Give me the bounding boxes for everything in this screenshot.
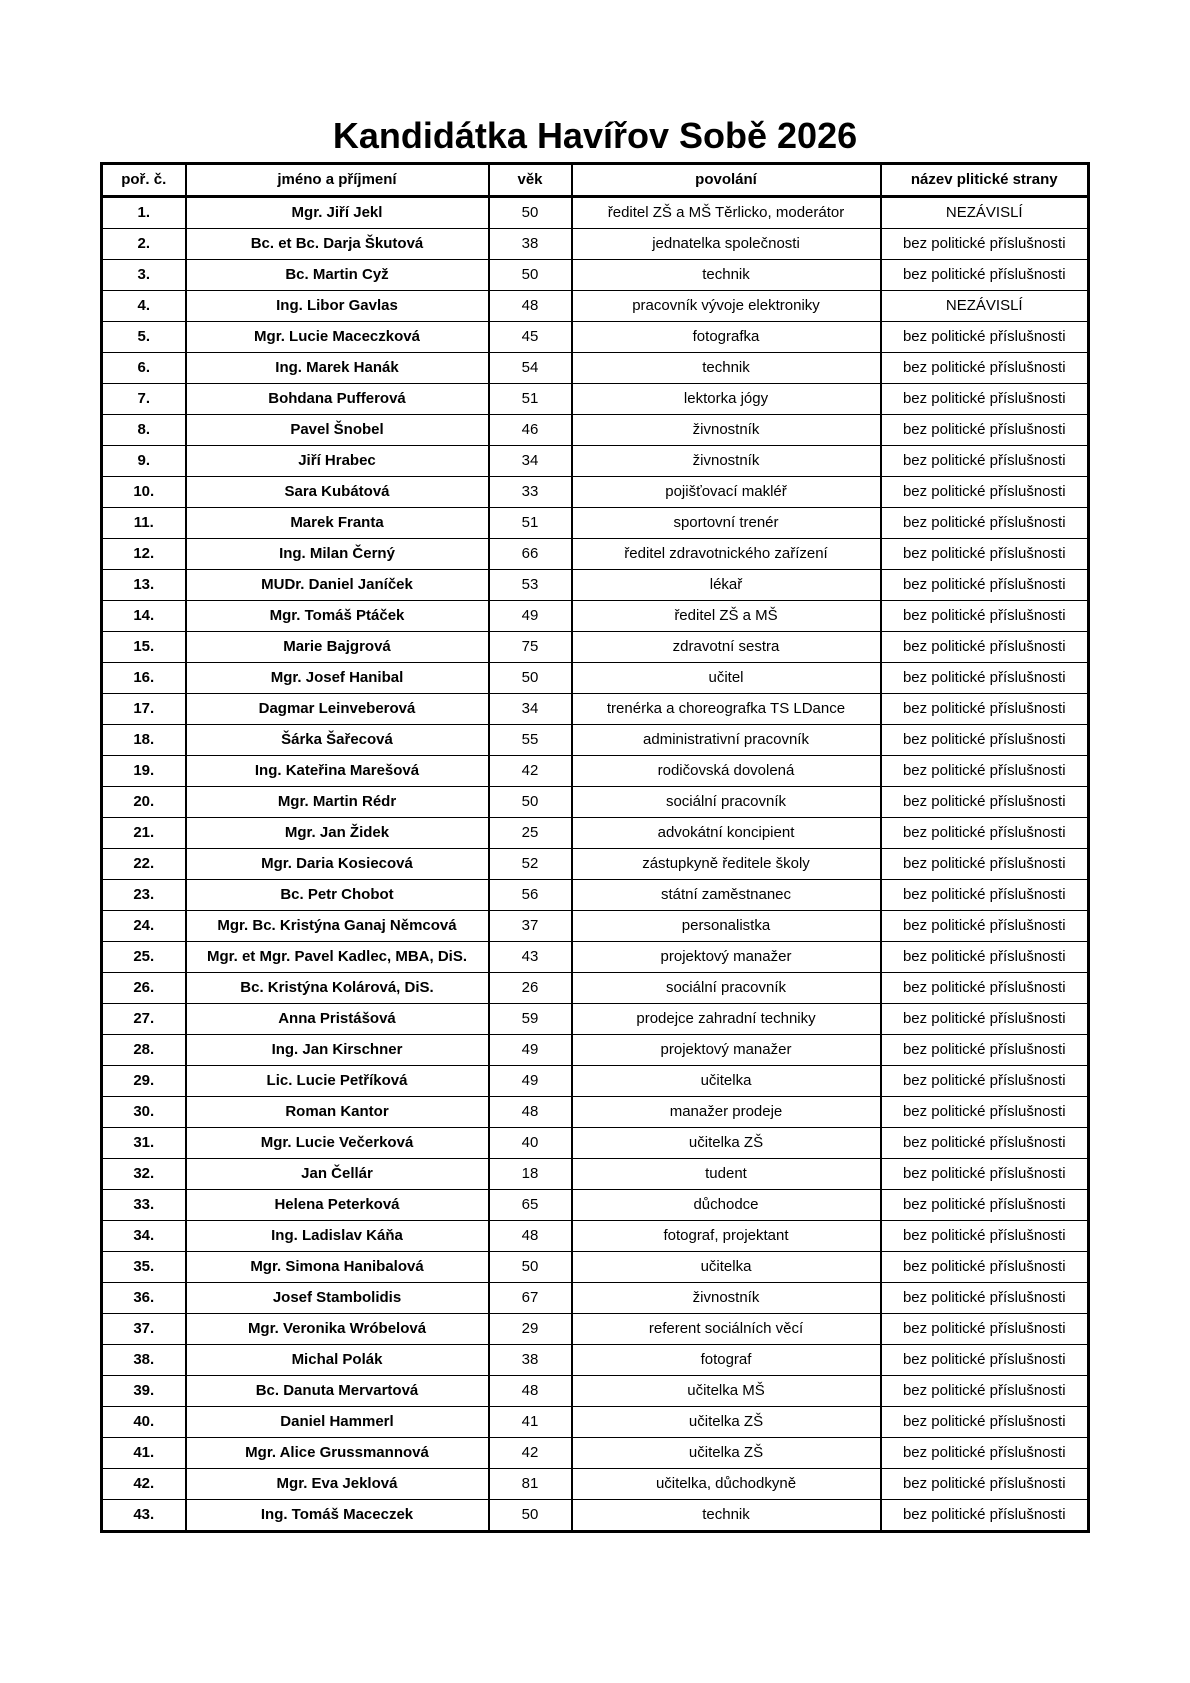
cell-name: Mgr. Simona Hanibalová bbox=[186, 1252, 489, 1283]
cell-name: Mgr. Daria Kosiecová bbox=[186, 849, 489, 880]
cell-occupation: učitelka ZŠ bbox=[572, 1438, 881, 1469]
cell-order: 6. bbox=[102, 353, 186, 384]
cell-name: Pavel Šnobel bbox=[186, 415, 489, 446]
cell-order: 16. bbox=[102, 663, 186, 694]
cell-name: Lic. Lucie Petříková bbox=[186, 1066, 489, 1097]
candidate-table bbox=[100, 162, 1090, 1533]
cell-age: 18 bbox=[489, 1159, 572, 1190]
cell-party: bez politické příslušnosti bbox=[881, 508, 1089, 539]
cell-age: 67 bbox=[489, 1283, 572, 1314]
cell-occupation: fotograf bbox=[572, 1345, 881, 1376]
cell-age: 46 bbox=[489, 415, 572, 446]
cell-occupation: zástupkyně ředitele školy bbox=[572, 849, 881, 880]
cell-age: 41 bbox=[489, 1407, 572, 1438]
cell-age: 45 bbox=[489, 322, 572, 353]
cell-age: 48 bbox=[489, 1097, 572, 1128]
cell-age: 49 bbox=[489, 1035, 572, 1066]
table-row bbox=[102, 508, 1089, 539]
cell-age: 54 bbox=[489, 353, 572, 384]
cell-name: Sara Kubátová bbox=[186, 477, 489, 508]
table-row bbox=[102, 353, 1089, 384]
cell-order: 5. bbox=[102, 322, 186, 353]
cell-name: Bc. Martin Cyž bbox=[186, 260, 489, 291]
cell-occupation: projektový manažer bbox=[572, 942, 881, 973]
cell-party: bez politické příslušnosti bbox=[881, 415, 1089, 446]
cell-order: 38. bbox=[102, 1345, 186, 1376]
cell-party: bez politické příslušnosti bbox=[881, 1252, 1089, 1283]
cell-name: Bc. et Bc. Darja Škutová bbox=[186, 229, 489, 260]
table-row bbox=[102, 1407, 1089, 1438]
cell-age: 50 bbox=[489, 787, 572, 818]
cell-age: 37 bbox=[489, 911, 572, 942]
cell-name: Mgr. et Mgr. Pavel Kadlec, MBA, DiS. bbox=[186, 942, 489, 973]
cell-occupation: rodičovská dovolená bbox=[572, 756, 881, 787]
cell-order: 23. bbox=[102, 880, 186, 911]
cell-party: bez politické příslušnosti bbox=[881, 1190, 1089, 1221]
cell-order: 43. bbox=[102, 1500, 186, 1532]
cell-age: 29 bbox=[489, 1314, 572, 1345]
table-row bbox=[102, 1221, 1089, 1252]
table-row bbox=[102, 942, 1089, 973]
table-row bbox=[102, 756, 1089, 787]
table-row bbox=[102, 1159, 1089, 1190]
cell-name: Josef Stambolidis bbox=[186, 1283, 489, 1314]
cell-occupation: ředitel zdravotnického zařízení bbox=[572, 539, 881, 570]
table-row bbox=[102, 1314, 1089, 1345]
cell-name: Bc. Petr Chobot bbox=[186, 880, 489, 911]
cell-order: 22. bbox=[102, 849, 186, 880]
cell-party: NEZÁVISLÍ bbox=[881, 291, 1089, 322]
cell-name: Mgr. Josef Hanibal bbox=[186, 663, 489, 694]
cell-order: 25. bbox=[102, 942, 186, 973]
cell-name: Ing. Jan Kirschner bbox=[186, 1035, 489, 1066]
cell-age: 75 bbox=[489, 632, 572, 663]
cell-name: Ing. Kateřina Marešová bbox=[186, 756, 489, 787]
cell-occupation: fotograf, projektant bbox=[572, 1221, 881, 1252]
cell-occupation: ředitel ZŠ a MŠ Těrlicko, moderátor bbox=[572, 197, 881, 229]
cell-order: 14. bbox=[102, 601, 186, 632]
cell-age: 81 bbox=[489, 1469, 572, 1500]
cell-order: 2. bbox=[102, 229, 186, 260]
table-row bbox=[102, 1469, 1089, 1500]
cell-order: 26. bbox=[102, 973, 186, 1004]
cell-age: 50 bbox=[489, 1500, 572, 1532]
cell-age: 42 bbox=[489, 1438, 572, 1469]
table-row bbox=[102, 849, 1089, 880]
cell-age: 51 bbox=[489, 384, 572, 415]
header-age: věk bbox=[489, 164, 572, 197]
cell-occupation: lékař bbox=[572, 570, 881, 601]
table-row bbox=[102, 1438, 1089, 1469]
cell-name: MUDr. Daniel Janíček bbox=[186, 570, 489, 601]
cell-name: Mgr. Lucie Večerková bbox=[186, 1128, 489, 1159]
cell-name: Bc. Kristýna Kolárová, DiS. bbox=[186, 973, 489, 1004]
cell-occupation: zdravotní sestra bbox=[572, 632, 881, 663]
cell-party: bez politické příslušnosti bbox=[881, 694, 1089, 725]
cell-party: bez politické příslušnosti bbox=[881, 849, 1089, 880]
cell-order: 30. bbox=[102, 1097, 186, 1128]
cell-name: Anna Pristášová bbox=[186, 1004, 489, 1035]
cell-order: 28. bbox=[102, 1035, 186, 1066]
cell-order: 13. bbox=[102, 570, 186, 601]
cell-occupation: státní zaměstnanec bbox=[572, 880, 881, 911]
cell-age: 25 bbox=[489, 818, 572, 849]
table-row bbox=[102, 229, 1089, 260]
cell-name: Mgr. Veronika Wróbelová bbox=[186, 1314, 489, 1345]
cell-order: 39. bbox=[102, 1376, 186, 1407]
cell-name: Jiří Hrabec bbox=[186, 446, 489, 477]
table-row bbox=[102, 539, 1089, 570]
table-row bbox=[102, 570, 1089, 601]
cell-name: Ing. Tomáš Maceczek bbox=[186, 1500, 489, 1532]
cell-order: 41. bbox=[102, 1438, 186, 1469]
cell-name: Mgr. Lucie Maceczková bbox=[186, 322, 489, 353]
cell-party: bez politické příslušnosti bbox=[881, 942, 1089, 973]
cell-occupation: tudent bbox=[572, 1159, 881, 1190]
cell-order: 3. bbox=[102, 260, 186, 291]
table-row bbox=[102, 291, 1089, 322]
cell-party: bez politické příslušnosti bbox=[881, 1345, 1089, 1376]
cell-age: 42 bbox=[489, 756, 572, 787]
cell-party: bez politické příslušnosti bbox=[881, 446, 1089, 477]
cell-party: bez politické příslušnosti bbox=[881, 973, 1089, 1004]
table-row bbox=[102, 1190, 1089, 1221]
cell-order: 24. bbox=[102, 911, 186, 942]
cell-occupation: advokátní koncipient bbox=[572, 818, 881, 849]
cell-age: 33 bbox=[489, 477, 572, 508]
document-title: Kandidátka Havířov Sobě 2026 bbox=[332, 115, 858, 156]
cell-name: Bohdana Pufferová bbox=[186, 384, 489, 415]
cell-age: 50 bbox=[489, 1252, 572, 1283]
table-row bbox=[102, 1004, 1089, 1035]
cell-occupation: sociální pracovník bbox=[572, 973, 881, 1004]
cell-order: 4. bbox=[102, 291, 186, 322]
cell-name: Marek Franta bbox=[186, 508, 489, 539]
cell-occupation: živnostník bbox=[572, 415, 881, 446]
cell-order: 17. bbox=[102, 694, 186, 725]
cell-name: Marie Bajgrová bbox=[186, 632, 489, 663]
table-row bbox=[102, 973, 1089, 1004]
cell-name: Mgr. Jiří Jekl bbox=[186, 197, 489, 229]
header-row bbox=[102, 164, 1089, 197]
cell-age: 38 bbox=[489, 229, 572, 260]
cell-party: bez politické příslušnosti bbox=[881, 1469, 1089, 1500]
cell-order: 7. bbox=[102, 384, 186, 415]
cell-occupation: referent sociálních věcí bbox=[572, 1314, 881, 1345]
table-row bbox=[102, 1066, 1089, 1097]
cell-party: bez politické příslušnosti bbox=[881, 1128, 1089, 1159]
cell-party: bez politické příslušnosti bbox=[881, 322, 1089, 353]
cell-age: 56 bbox=[489, 880, 572, 911]
cell-name: Ing. Marek Hanák bbox=[186, 353, 489, 384]
cell-name: Jan Čellár bbox=[186, 1159, 489, 1190]
header-occupation: povolání bbox=[572, 164, 881, 197]
cell-occupation: technik bbox=[572, 353, 881, 384]
cell-order: 36. bbox=[102, 1283, 186, 1314]
header-order: poř. č. bbox=[102, 164, 186, 197]
cell-age: 48 bbox=[489, 291, 572, 322]
table-row bbox=[102, 1500, 1089, 1532]
cell-party: bez politické příslušnosti bbox=[881, 384, 1089, 415]
cell-order: 1. bbox=[102, 197, 186, 229]
cell-occupation: důchodce bbox=[572, 1190, 881, 1221]
cell-occupation: učitelka bbox=[572, 1252, 881, 1283]
cell-party: bez politické příslušnosti bbox=[881, 1066, 1089, 1097]
table-header bbox=[102, 164, 1089, 197]
cell-order: 27. bbox=[102, 1004, 186, 1035]
cell-party: bez politické příslušnosti bbox=[881, 260, 1089, 291]
table-row bbox=[102, 880, 1089, 911]
cell-order: 31. bbox=[102, 1128, 186, 1159]
cell-name: Helena Peterková bbox=[186, 1190, 489, 1221]
cell-order: 34. bbox=[102, 1221, 186, 1252]
cell-age: 43 bbox=[489, 942, 572, 973]
cell-occupation: jednatelka společnosti bbox=[572, 229, 881, 260]
table-row bbox=[102, 322, 1089, 353]
cell-name: Mgr. Alice Grussmannová bbox=[186, 1438, 489, 1469]
cell-order: 8. bbox=[102, 415, 186, 446]
cell-age: 48 bbox=[489, 1376, 572, 1407]
cell-occupation: pracovník vývoje elektroniky bbox=[572, 291, 881, 322]
cell-party: bez politické příslušnosti bbox=[881, 1407, 1089, 1438]
cell-name: Mgr. Jan Židek bbox=[186, 818, 489, 849]
cell-party: bez politické příslušnosti bbox=[881, 1438, 1089, 1469]
cell-age: 52 bbox=[489, 849, 572, 880]
cell-age: 50 bbox=[489, 197, 572, 229]
cell-age: 51 bbox=[489, 508, 572, 539]
cell-party: bez politické příslušnosti bbox=[881, 1004, 1089, 1035]
cell-name: Ing. Libor Gavlas bbox=[186, 291, 489, 322]
cell-age: 53 bbox=[489, 570, 572, 601]
cell-occupation: sociální pracovník bbox=[572, 787, 881, 818]
cell-age: 34 bbox=[489, 694, 572, 725]
table-row bbox=[102, 911, 1089, 942]
table-row bbox=[102, 632, 1089, 663]
table-row bbox=[102, 818, 1089, 849]
header-name: jméno a příjmení bbox=[186, 164, 489, 197]
cell-occupation: personalistka bbox=[572, 911, 881, 942]
cell-name: Mgr. Tomáš Ptáček bbox=[186, 601, 489, 632]
table-row bbox=[102, 787, 1089, 818]
table-row bbox=[102, 663, 1089, 694]
cell-age: 49 bbox=[489, 601, 572, 632]
cell-party: NEZÁVISLÍ bbox=[881, 197, 1089, 229]
cell-age: 65 bbox=[489, 1190, 572, 1221]
cell-order: 37. bbox=[102, 1314, 186, 1345]
table-row bbox=[102, 1283, 1089, 1314]
table-row bbox=[102, 415, 1089, 446]
cell-order: 42. bbox=[102, 1469, 186, 1500]
cell-occupation: živnostník bbox=[572, 1283, 881, 1314]
cell-occupation: živnostník bbox=[572, 446, 881, 477]
cell-order: 20. bbox=[102, 787, 186, 818]
table-body bbox=[102, 197, 1089, 1532]
cell-occupation: manažer prodeje bbox=[572, 1097, 881, 1128]
cell-party: bez politické příslušnosti bbox=[881, 1221, 1089, 1252]
cell-party: bez politické příslušnosti bbox=[881, 1097, 1089, 1128]
cell-name: Daniel Hammerl bbox=[186, 1407, 489, 1438]
cell-occupation: projektový manažer bbox=[572, 1035, 881, 1066]
cell-order: 18. bbox=[102, 725, 186, 756]
cell-name: Ing. Milan Černý bbox=[186, 539, 489, 570]
cell-order: 32. bbox=[102, 1159, 186, 1190]
cell-age: 66 bbox=[489, 539, 572, 570]
cell-name: Bc. Danuta Mervartová bbox=[186, 1376, 489, 1407]
cell-order: 40. bbox=[102, 1407, 186, 1438]
cell-occupation: technik bbox=[572, 260, 881, 291]
table-row bbox=[102, 1097, 1089, 1128]
table-row bbox=[102, 1376, 1089, 1407]
cell-occupation: ředitel ZŠ a MŠ bbox=[572, 601, 881, 632]
cell-age: 38 bbox=[489, 1345, 572, 1376]
cell-order: 33. bbox=[102, 1190, 186, 1221]
cell-name: Roman Kantor bbox=[186, 1097, 489, 1128]
header-party: název plitické strany bbox=[881, 164, 1089, 197]
cell-party: bez politické příslušnosti bbox=[881, 601, 1089, 632]
cell-order: 12. bbox=[102, 539, 186, 570]
cell-party: bez politické příslušnosti bbox=[881, 539, 1089, 570]
cell-party: bez politické příslušnosti bbox=[881, 1035, 1089, 1066]
cell-order: 15. bbox=[102, 632, 186, 663]
cell-occupation: technik bbox=[572, 1500, 881, 1532]
cell-party: bez politické příslušnosti bbox=[881, 725, 1089, 756]
cell-occupation: sportovní trenér bbox=[572, 508, 881, 539]
cell-name: Michal Polák bbox=[186, 1345, 489, 1376]
cell-occupation: učitelka ZŠ bbox=[572, 1128, 881, 1159]
cell-order: 29. bbox=[102, 1066, 186, 1097]
table-row bbox=[102, 1035, 1089, 1066]
cell-age: 26 bbox=[489, 973, 572, 1004]
cell-order: 19. bbox=[102, 756, 186, 787]
cell-party: bez politické příslušnosti bbox=[881, 632, 1089, 663]
cell-name: Šárka Šařecová bbox=[186, 725, 489, 756]
cell-occupation: učitel bbox=[572, 663, 881, 694]
cell-order: 35. bbox=[102, 1252, 186, 1283]
table-row bbox=[102, 1128, 1089, 1159]
cell-occupation: fotografka bbox=[572, 322, 881, 353]
cell-order: 10. bbox=[102, 477, 186, 508]
cell-order: 21. bbox=[102, 818, 186, 849]
cell-order: 9. bbox=[102, 446, 186, 477]
cell-party: bez politické příslušnosti bbox=[881, 1500, 1089, 1532]
cell-name: Mgr. Bc. Kristýna Ganaj Němcová bbox=[186, 911, 489, 942]
cell-name: Ing. Ladislav Káňa bbox=[186, 1221, 489, 1252]
cell-party: bez politické příslušnosti bbox=[881, 229, 1089, 260]
table-row bbox=[102, 694, 1089, 725]
cell-occupation: administrativní pracovník bbox=[572, 725, 881, 756]
table-row bbox=[102, 197, 1089, 229]
cell-age: 40 bbox=[489, 1128, 572, 1159]
table-row bbox=[102, 260, 1089, 291]
table-row bbox=[102, 384, 1089, 415]
table-row bbox=[102, 601, 1089, 632]
cell-party: bez politické příslušnosti bbox=[881, 353, 1089, 384]
cell-party: bez politické příslušnosti bbox=[881, 787, 1089, 818]
cell-party: bez politické příslušnosti bbox=[881, 477, 1089, 508]
cell-occupation: učitelka, důchodkyně bbox=[572, 1469, 881, 1500]
cell-occupation: trenérka a choreografka TS LDance bbox=[572, 694, 881, 725]
cell-party: bez politické příslušnosti bbox=[881, 570, 1089, 601]
cell-party: bez politické příslušnosti bbox=[881, 1283, 1089, 1314]
cell-age: 59 bbox=[489, 1004, 572, 1035]
cell-occupation: pojišťovací makléř bbox=[572, 477, 881, 508]
cell-occupation: učitelka MŠ bbox=[572, 1376, 881, 1407]
cell-party: bez politické příslušnosti bbox=[881, 1376, 1089, 1407]
cell-occupation: učitelka bbox=[572, 1066, 881, 1097]
cell-age: 50 bbox=[489, 260, 572, 291]
table-row bbox=[102, 725, 1089, 756]
cell-age: 34 bbox=[489, 446, 572, 477]
cell-age: 50 bbox=[489, 663, 572, 694]
cell-party: bez politické příslušnosti bbox=[881, 1314, 1089, 1345]
cell-age: 49 bbox=[489, 1066, 572, 1097]
cell-party: bez politické příslušnosti bbox=[881, 818, 1089, 849]
table-row bbox=[102, 1252, 1089, 1283]
cell-party: bez politické příslušnosti bbox=[881, 756, 1089, 787]
table-row bbox=[102, 477, 1089, 508]
cell-age: 55 bbox=[489, 725, 572, 756]
cell-age: 48 bbox=[489, 1221, 572, 1252]
cell-name: Mgr. Martin Rédr bbox=[186, 787, 489, 818]
cell-name: Dagmar Leinveberová bbox=[186, 694, 489, 725]
cell-party: bez politické příslušnosti bbox=[881, 880, 1089, 911]
cell-occupation: prodejce zahradní techniky bbox=[572, 1004, 881, 1035]
table-row bbox=[102, 446, 1089, 477]
cell-occupation: lektorka jógy bbox=[572, 384, 881, 415]
cell-occupation: učitelka ZŠ bbox=[572, 1407, 881, 1438]
table-row bbox=[102, 1345, 1089, 1376]
cell-party: bez politické příslušnosti bbox=[881, 1159, 1089, 1190]
cell-party: bez politické příslušnosti bbox=[881, 663, 1089, 694]
cell-order: 11. bbox=[102, 508, 186, 539]
cell-name: Mgr. Eva Jeklová bbox=[186, 1469, 489, 1500]
cell-party: bez politické příslušnosti bbox=[881, 911, 1089, 942]
